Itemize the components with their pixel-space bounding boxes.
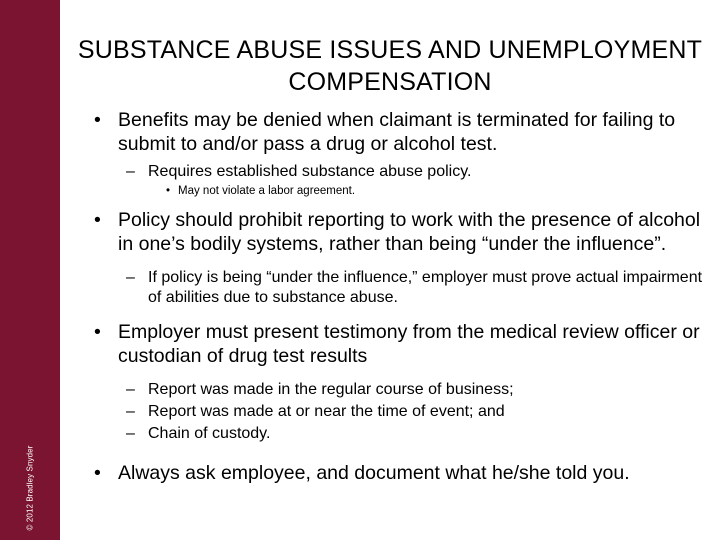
sidebar-bar: [0, 0, 60, 540]
copyright-notice: © 2012 Bradley Snyder: [25, 445, 35, 531]
slide-title: [60, 34, 720, 98]
sub-bullet-text: If policy is being “under the influence,” employer must prove actual impairment of abilities due to substance abuse.: [148, 269, 703, 306]
sub-bullet-text: Report was made at or near the time of event; and: [148, 403, 505, 420]
dash-icon: –: [126, 403, 135, 420]
bullet-text: Employer must present testimony from the medical review officer or custodian of drug test results: [118, 321, 700, 367]
slide-title-line-1: SUBSTANCE ABUSE ISSUES AND UNEMPLOYMENT: [77, 36, 703, 64]
sub-bullet-chain-of-custody: [90, 424, 710, 444]
sub-sub-bullet-text: May not violate a labor agreement.: [178, 185, 356, 197]
bullet-policy-prohibit: [90, 208, 710, 256]
sub-bullet-text: Chain of custody.: [148, 425, 271, 442]
bullet-icon: •: [94, 209, 101, 231]
dash-icon: –: [126, 163, 135, 180]
bullet-text: Always ask employee, and document what he/she told you.: [118, 462, 630, 484]
bullet-benefits-denied: [90, 108, 710, 156]
sub-sub-bullet-labor-agreement: [128, 184, 710, 198]
bullet-always-ask: [90, 461, 710, 485]
sub-bullet-regular-course: [90, 380, 710, 400]
slide-title-line-2: COMPENSATION: [288, 68, 492, 96]
bullet-text: Benefits may be denied when claimant is terminated for failing to submit to and/or pass a drug or alcohol test.: [118, 109, 676, 155]
dash-icon: –: [126, 269, 135, 286]
sub-bullet-policy-required: [90, 162, 710, 182]
bullet-icon: •: [166, 185, 171, 197]
sub-bullet-time-of-event: [90, 402, 710, 422]
sub-bullet-under-influence: [90, 268, 710, 308]
sub-bullet-text: Report was made in the regular course of business;: [148, 381, 514, 398]
bullet-icon: •: [94, 109, 101, 131]
bullet-text: Policy should prohibit reporting to work with the presence of alcohol in one’s bodily systems, rather than being “under the influence”.: [118, 209, 701, 255]
sub-bullet-text: Requires established substance abuse policy.: [148, 163, 472, 180]
bullet-icon: •: [94, 462, 101, 484]
dash-icon: –: [126, 425, 135, 442]
dash-icon: –: [126, 381, 135, 398]
bullet-icon: •: [94, 321, 101, 343]
bullet-employer-testimony: [90, 320, 710, 368]
slide-content: [90, 108, 710, 485]
